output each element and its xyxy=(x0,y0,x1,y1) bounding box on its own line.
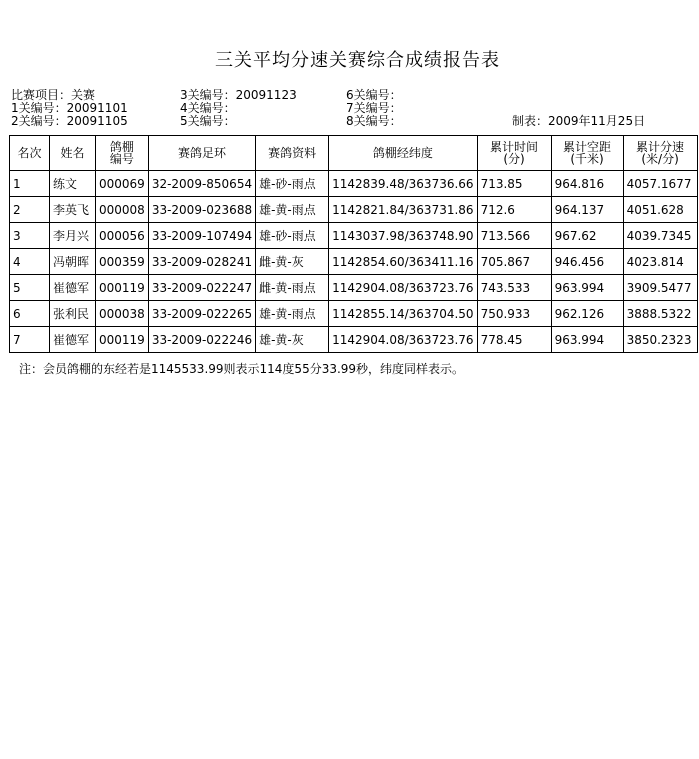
distance-cell: 962.126 xyxy=(551,301,623,327)
report-title: 三关平均分速关赛综合成绩报告表 xyxy=(215,50,500,71)
header-line: (千米) xyxy=(570,152,604,166)
header-line: 赛鸽资料 xyxy=(268,146,317,160)
rank-cell: 3 xyxy=(10,223,50,249)
speed-cell: 3888.5322 xyxy=(623,301,697,327)
time-cell: 750.933 xyxy=(477,301,551,327)
pigeon-info-cell: 雄-黄-雨点 xyxy=(256,301,329,327)
speed-cell: 4051.628 xyxy=(623,197,697,223)
ring-cell: 33-2009-022246 xyxy=(148,327,255,353)
rank-cell: 5 xyxy=(10,275,50,301)
time-cell: 705.867 xyxy=(477,249,551,275)
pigeon-info-cell: 雄-砂-雨点 xyxy=(256,223,329,249)
header-line: 累计空距 xyxy=(563,140,612,154)
distance-cell: 963.994 xyxy=(551,275,623,301)
time-cell: 713.566 xyxy=(477,223,551,249)
results-table xyxy=(9,135,698,353)
coordinates-cell: 1143037.98/363748.90 xyxy=(329,223,477,249)
rank-cell: 2 xyxy=(10,197,50,223)
pigeon-info-cell: 雄-黄-雨点 xyxy=(256,197,329,223)
speed-cell: 3909.5477 xyxy=(623,275,697,301)
loft-id-cell: 000359 xyxy=(96,249,149,275)
table-row xyxy=(10,223,698,249)
header-pigeon-info xyxy=(256,136,329,171)
loft-id-cell: 000069 xyxy=(96,171,149,197)
coordinates-cell: 1142855.14/363704.50 xyxy=(329,301,477,327)
table-row xyxy=(10,275,698,301)
leg6-number: 6关编号： xyxy=(346,88,402,102)
header-line: 鸽棚 xyxy=(109,140,134,154)
leg1-number: 1关编号：20091101 xyxy=(11,101,128,115)
coordinates-cell: 1142839.48/363736.66 xyxy=(329,171,477,197)
header-line: 累计分速 xyxy=(636,140,685,154)
name-cell: 冯朝晖 xyxy=(50,249,96,275)
name-cell: 练文 xyxy=(50,171,96,197)
table-row xyxy=(10,249,698,275)
speed-cell: 4057.1677 xyxy=(623,171,697,197)
coordinates-cell: 1142821.84/363731.86 xyxy=(329,197,477,223)
distance-cell: 964.816 xyxy=(551,171,623,197)
time-cell: 778.45 xyxy=(477,327,551,353)
speed-cell: 4023.814 xyxy=(623,249,697,275)
ring-cell: 33-2009-022265 xyxy=(148,301,255,327)
name-cell: 李英飞 xyxy=(50,197,96,223)
leg4-number: 4关编号： xyxy=(180,101,236,115)
rank-cell: 4 xyxy=(10,249,50,275)
header-line: 名次 xyxy=(17,146,42,160)
name-cell: 李月兴 xyxy=(50,223,96,249)
header-line: (米/分) xyxy=(641,152,679,166)
loft-id-cell: 000056 xyxy=(96,223,149,249)
header-name xyxy=(50,136,96,171)
leg8-number: 8关编号： xyxy=(346,114,402,128)
time-cell: 713.85 xyxy=(477,171,551,197)
ring-cell: 33-2009-023688 xyxy=(148,197,255,223)
loft-id-cell: 000008 xyxy=(96,197,149,223)
loft-id-cell: 000119 xyxy=(96,275,149,301)
distance-cell: 946.456 xyxy=(551,249,623,275)
ring-cell: 32-2009-850654 xyxy=(148,171,255,197)
made-date: 制表：2009年11月25日 xyxy=(512,114,646,128)
time-cell: 712.6 xyxy=(477,197,551,223)
header-loft-id xyxy=(96,136,149,171)
loft-id-cell: 000119 xyxy=(96,327,149,353)
header-line: 累计时间 xyxy=(490,140,539,154)
pigeon-info-cell: 雌-黄-灰 xyxy=(256,249,329,275)
rank-cell: 7 xyxy=(10,327,50,353)
header-total-distance xyxy=(551,136,623,171)
table-row xyxy=(10,327,698,353)
speed-cell: 3850.2323 xyxy=(623,327,697,353)
name-cell: 崔德军 xyxy=(50,327,96,353)
race-item: 比赛项目：关赛 xyxy=(11,88,96,102)
rank-cell: 1 xyxy=(10,171,50,197)
coordinates-cell: 1142904.08/363723.76 xyxy=(329,327,477,353)
distance-cell: 967.62 xyxy=(551,223,623,249)
name-cell: 崔德军 xyxy=(50,275,96,301)
header-coordinates xyxy=(329,136,477,171)
table-body xyxy=(10,171,698,353)
footnote: 注：会员鸽棚的东经若是1145533.99则表示114度55分33.99秒，纬度同样表示。 xyxy=(19,362,465,376)
header-line: (分) xyxy=(503,152,525,166)
coordinates-cell: 1142854.60/363411.16 xyxy=(329,249,477,275)
table-row xyxy=(10,171,698,197)
ring-cell: 33-2009-028241 xyxy=(148,249,255,275)
header-ring xyxy=(148,136,255,171)
leg2-number: 2关编号：20091105 xyxy=(11,114,128,128)
table-header-row xyxy=(10,136,698,171)
header-rank xyxy=(10,136,50,171)
header-line: 编号 xyxy=(109,152,134,166)
table-row xyxy=(10,301,698,327)
loft-id-cell: 000038 xyxy=(96,301,149,327)
time-cell: 743.533 xyxy=(477,275,551,301)
header-line: 鸽棚经纬度 xyxy=(372,146,433,160)
pigeon-info-cell: 雄-砂-雨点 xyxy=(256,171,329,197)
leg7-number: 7关编号： xyxy=(346,101,402,115)
header-total-speed xyxy=(623,136,697,171)
name-cell: 张利民 xyxy=(50,301,96,327)
ring-cell: 33-2009-022247 xyxy=(148,275,255,301)
header-line: 赛鸽足环 xyxy=(177,146,226,160)
coordinates-cell: 1142904.08/363723.76 xyxy=(329,275,477,301)
distance-cell: 963.994 xyxy=(551,327,623,353)
header-line: 姓名 xyxy=(60,146,85,160)
leg3-number: 3关编号：20091123 xyxy=(180,88,297,102)
speed-cell: 4039.7345 xyxy=(623,223,697,249)
header-total-time xyxy=(477,136,551,171)
ring-cell: 33-2009-107494 xyxy=(148,223,255,249)
table-row xyxy=(10,197,698,223)
pigeon-info-cell: 雄-黄-灰 xyxy=(256,327,329,353)
pigeon-info-cell: 雌-黄-雨点 xyxy=(256,275,329,301)
distance-cell: 964.137 xyxy=(551,197,623,223)
leg5-number: 5关编号： xyxy=(180,114,236,128)
rank-cell: 6 xyxy=(10,301,50,327)
